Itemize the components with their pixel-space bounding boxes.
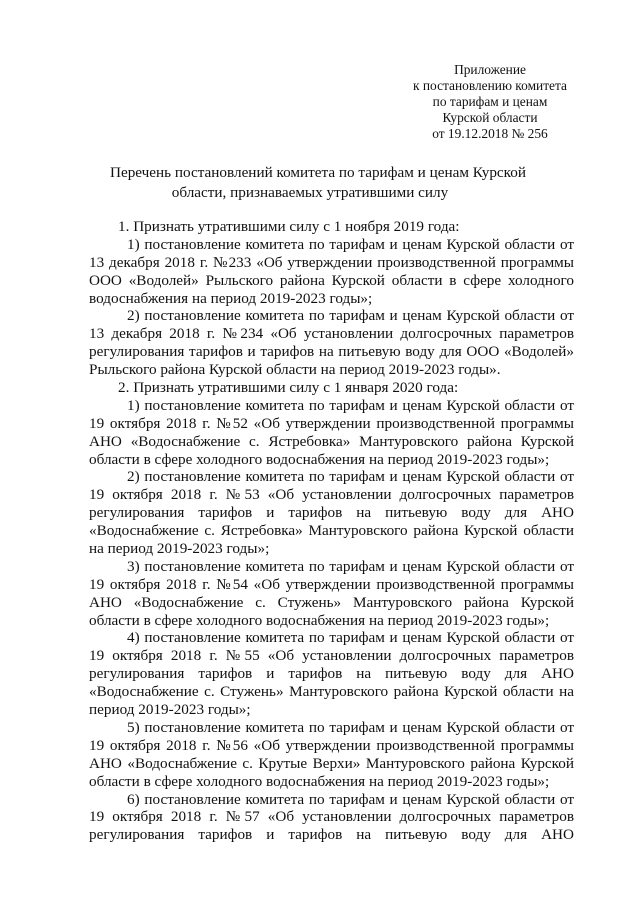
body-line: 19 октября 2018 г. №57 «Об установлении долгосрочных параметров (89, 808, 574, 826)
body-line: регулирования тарифов и тарифов на питьевую воду для ООО «Водолей» (89, 343, 574, 361)
document-body (89, 218, 574, 844)
body-line: 19 октября 2018 г. №52 «Об утверждении производственной программы (89, 414, 574, 432)
body-line: регулирования тарифов и тарифов на питьевую воду для АНО (89, 826, 574, 844)
body-line: 2) постановление комитета по тарифам и ценам Курской области от (127, 468, 574, 486)
body-line: области в сфере холодного водоснабжения на период 2019-2023 годы»; (89, 772, 550, 790)
body-line: 5) постановление комитета по тарифам и ценам Курской области от (127, 718, 574, 736)
body-line: 4) постановление комитета по тарифам и ценам Курской области от (127, 629, 574, 647)
body-line: 13 декабря 2018 г. №234 «Об установлении долгосрочных параметров (89, 325, 574, 343)
body-line: 1) постановление комитета по тарифам и ценам Курской области от (127, 396, 574, 414)
body-line: 19 октября 2018 г. №55 «Об установлении долгосрочных параметров (89, 647, 574, 665)
body-line: АНО «Водоснабжение с. Ястребовка» Мантуровского района Курской (89, 432, 574, 450)
body-line: 13 декабря 2018 г. №233 «Об утверждении производственной программы (89, 253, 574, 271)
body-line: 6) постановление комитета по тарифам и ценам Курской области от (127, 790, 574, 808)
body-line: Рыльского района Курской области на период 2019-2023 годы». (89, 361, 501, 379)
body-line: области в сфере холодного водоснабжения на период 2019-2023 годы»; (89, 450, 550, 468)
annex-date-line: от 19.12.2018 № 256 (432, 126, 548, 141)
body-line: 1. Признать утратившими силу с 1 ноября 2019 года: (118, 218, 460, 235)
body-line: 3) постановление комитета по тарифам и ценам Курской области от (127, 557, 574, 575)
body-line: «Водоснабжение с. Ястребовка» Мантуровского района Курской области (89, 522, 574, 540)
body-line: области в сфере холодного водоснабжения на период 2019-2023 годы»; (89, 611, 550, 629)
annex-line: по тарифам и ценам (432, 94, 548, 109)
document-title (110, 163, 526, 203)
title-line: Перечень постановлений комитета по тарифам и ценам Курской (110, 164, 526, 181)
body-line: 1) постановление комитета по тарифам и ценам Курской области от (127, 235, 574, 253)
annex-header (400, 62, 580, 142)
title-line: области, признаваемых утратившими силу (171, 184, 449, 201)
body-line: АНО «Водоснабжение с. Крутые Верхи» Мантуровского района Курской (89, 754, 574, 772)
body-line: АНО «Водоснабжение с. Стужень» Мантуровского района Курской (89, 593, 574, 611)
body-line: водоснабжения на период 2019-2023 годы»; (89, 289, 373, 307)
annex-line: к постановлению комитета (413, 78, 567, 93)
body-line: «Водоснабжение с. Стужень» Мантуровского района Курской области на (89, 683, 574, 701)
annex-line: Приложение (454, 62, 526, 77)
body-line: на период 2019-2023 годы»; (89, 540, 270, 558)
body-line: 19 октября 2018 г. №53 «Об установлении долгосрочных параметров (89, 486, 574, 504)
body-line: 2) постановление комитета по тарифам и ценам Курской области от (127, 307, 574, 325)
body-line: регулирования тарифов и тарифов на питьевую воду для АНО (89, 665, 574, 683)
annex-line: Курской области (442, 110, 538, 125)
body-line: 19 октября 2018 г. №56 «Об утверждении производственной программы (89, 736, 574, 754)
body-line: 19 октября 2018 г. №54 «Об утверждении производственной программы (89, 575, 574, 593)
body-line: ООО «Водолей» Рыльского района Курской области в сфере холодного (89, 271, 574, 289)
body-line: регулирования тарифов и тарифов на питьевую воду для АНО (89, 504, 574, 522)
body-line: 2. Признать утратившими силу с 1 января 2020 года: (118, 379, 459, 397)
body-line: период 2019-2023 годы»; (89, 701, 251, 719)
